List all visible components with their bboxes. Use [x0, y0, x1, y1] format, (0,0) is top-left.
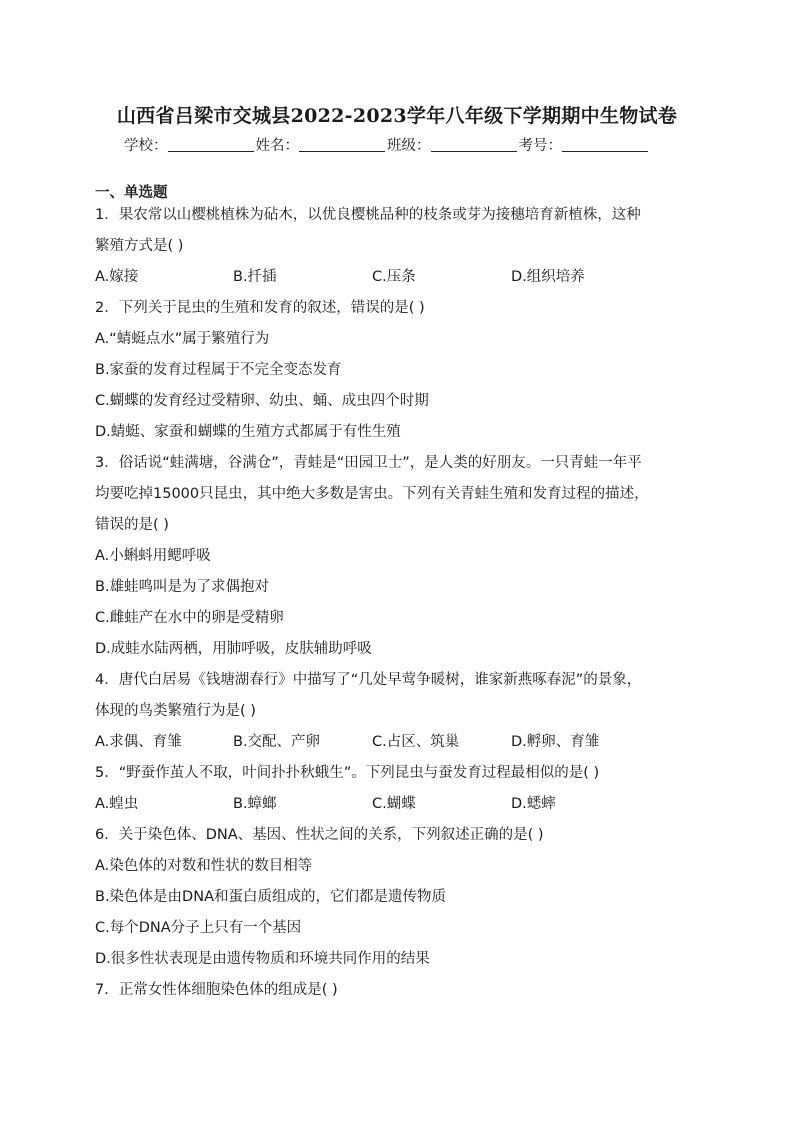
- q5-option-d: D.蟋蟀: [511, 796, 556, 812]
- q6-option-a: A.染色体的对数和性状的数目相等: [95, 858, 313, 874]
- question-6-line-1: 6．关于染色体、DNA、基因、性状之间的关系，下列叙述正确的是( ): [95, 827, 544, 843]
- q3-option-c: C.雌蛙产在水中的卵是受精卵: [95, 610, 284, 626]
- exam-number-blank: [562, 137, 648, 152]
- q2-option-a: A.“蜻蜓点水”属于繁殖行为: [95, 331, 270, 347]
- class-blank: [431, 137, 517, 152]
- exam-number-label: 考号：: [518, 138, 562, 154]
- q2-option-b: B.家蚕的发育过程属于不完全变态发育: [95, 362, 342, 378]
- section-heading: 一、单选题: [95, 185, 168, 201]
- q1-option-b: B.扦插: [233, 269, 277, 285]
- student-info-row: [124, 134, 650, 155]
- question-3-line-3: 错误的是( ): [95, 517, 169, 533]
- q1-option-a: A.嫁接: [95, 269, 139, 285]
- exam-title: 山西省吕梁市交城县2022-2023学年八年级下学期期中生物试卷: [116, 105, 678, 127]
- q4-option-d: D.孵卵、育雏: [511, 734, 600, 750]
- name-blank: [299, 137, 385, 152]
- question-3-line-1: 3．俗话说“蛙满塘，谷满仓”，青蛙是“田园卫士”，是人类的好朋友。一只青蛙一年平: [95, 455, 642, 471]
- school-label: 学校：: [124, 138, 168, 154]
- question-4-line-2: 体现的鸟类繁殖行为是( ): [95, 703, 256, 719]
- question-1-line-2: 繁殖方式是( ): [95, 238, 184, 254]
- question-5-line-1: 5．“野蚕作茧人不取，叶间扑扑秋蛾生”。下列昆虫与蚕发育过程最相似的是( ): [95, 765, 600, 781]
- q5-option-b: B.蟑螂: [233, 796, 277, 812]
- question-2-line-1: 2．下列关于昆虫的生殖和发育的叙述，错误的是( ): [95, 300, 425, 316]
- question-1-line-1: 1．果农常以山樱桃植株为砧木，以优良樱桃品种的枝条或芽为接穗培育新植株，这种: [95, 207, 641, 223]
- q4-option-c: C.占区、筑巢: [372, 734, 460, 750]
- school-blank: [168, 137, 254, 152]
- q3-option-a: A.小蝌蚪用鳃呼吸: [95, 548, 211, 564]
- class-label: 班级：: [387, 138, 431, 154]
- name-label: 姓名：: [255, 138, 299, 154]
- question-3-line-2: 均要吃掉15000只昆虫，其中绝大多数是害虫。下列有关青蛙生殖和发育过程的描述，: [95, 486, 649, 502]
- q5-option-a: A.蝗虫: [95, 796, 139, 812]
- q6-option-b: B.染色体是由DNA和蛋白质组成的，它们都是遗传物质: [95, 889, 446, 905]
- question-4-line-1: 4．唐代白居易《钱塘湖春行》中描写了“几处早莺争暖树，谁家新燕啄春泥”的景象，: [95, 672, 642, 688]
- question-7-line-1: 7．正常女性体细胞染色体的组成是( ): [95, 982, 338, 998]
- q1-option-d: D.组织培养: [511, 269, 585, 285]
- q3-option-b: B.雄蛙鸣叫是为了求偶抱对: [95, 579, 270, 595]
- q3-option-d: D.成蛙水陆两栖，用肺呼吸，皮肤辅助呼吸: [95, 641, 372, 657]
- q5-option-c: C.蝴蝶: [372, 796, 416, 812]
- q4-option-a: A.求偶、育雏: [95, 734, 182, 750]
- q2-option-c: C.蝴蝶的发育经过受精卵、幼虫、蛹、成虫四个时期: [95, 393, 429, 409]
- q4-option-b: B.交配、产卵: [233, 734, 321, 750]
- q6-option-c: C.每个DNA分子上只有一个基因: [95, 920, 302, 936]
- q6-option-d: D.很多性状表现是由遗传物质和环境共同作用的结果: [95, 951, 430, 967]
- q1-option-c: C.压条: [372, 269, 416, 285]
- q2-option-d: D.蜻蜓、家蚕和蝴蝶的生殖方式都属于有性生殖: [95, 424, 401, 440]
